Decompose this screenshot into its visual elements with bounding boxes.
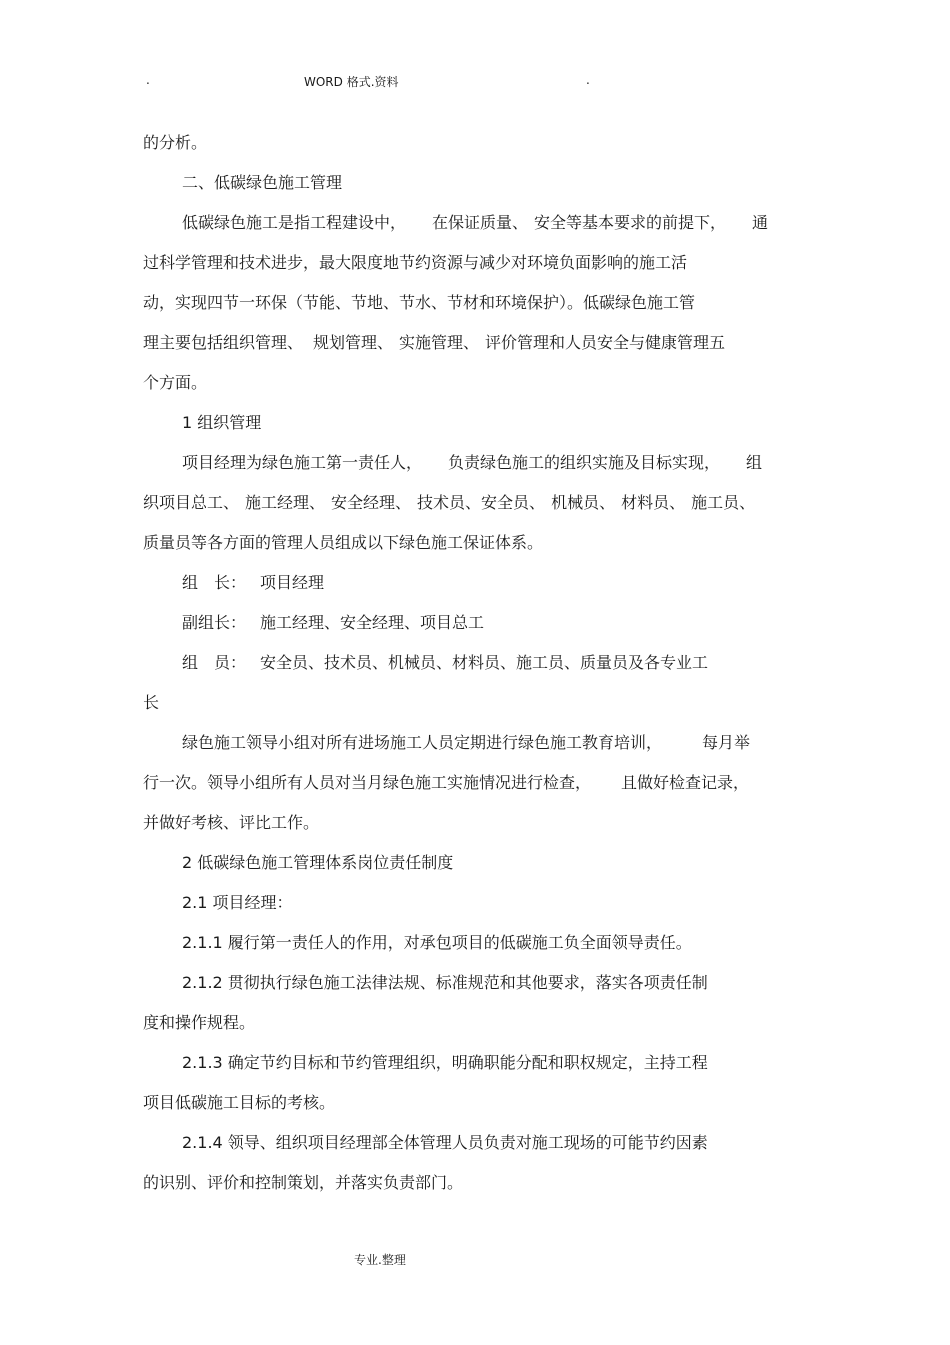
text-line: 的分析。 [143,133,208,152]
text-line: 组 员： 安全员、技术员、机械员、材料员、施工员、质量员及各专业工 [182,653,709,672]
footer-text: 专业.整理 [354,1253,406,1267]
text-line: 的识别、评价和控制策划，并落实负责部门。 [143,1173,464,1192]
header-dot-left: . [146,73,150,87]
section-heading: 二、低碳绿色施工管理 [182,173,343,192]
text-line: 质量员等各方面的管理人员组成以下绿色施工保证体系。 [143,533,544,552]
section-heading: 1 组织管理 [182,413,262,432]
text-line: 过科学管理和技术进步，最大限度地节约资源与减少对环境负面影响的施工活 [143,253,688,272]
text-line: 绿色施工领导小组对所有进场施工人员定期进行绿色施工教育培训， 每月举 [182,733,751,752]
text-line: 项目低碳施工目标的考核。 [143,1093,336,1112]
text-line: 低碳绿色施工是指工程建设中， 在保证质量、 安全等基本要求的前提下， 通 [182,213,769,232]
text-line: 副组长： 施工经理、安全经理、项目总工 [182,613,485,632]
header-title: WORD 格式.资料 [304,75,399,89]
subsection-heading: 2.1 项目经理： [182,893,293,912]
text-line: 织项目总工、 施工经理、 安全经理、 技术员、安全员、 机械员、 材料员、 施工员、 [143,493,756,512]
text-line: 2.1.2 贯彻执行绿色施工法律法规、标准规范和其他要求，落实各项责任制 [182,973,708,992]
text-line: 2.1.1 履行第一责任人的作用，对承包项目的低碳施工负全面领导责任。 [182,933,692,952]
text-line: 长 [143,693,160,712]
text-line: 个方面。 [143,373,208,392]
text-line: 项目经理为绿色施工第一责任人， 负责绿色施工的组织实施及目标实现， 组 [182,453,763,472]
text-line: 行一次。领导小组所有人员对当月绿色施工实施情况进行检查， 且做好检查记录， [143,773,750,792]
section-heading: 2 低碳绿色施工管理体系岗位责任制度 [182,853,454,872]
text-line: 并做好考核、评比工作。 [143,813,320,832]
text-line: 2.1.3 确定节约目标和节约管理组织，明确职能分配和职权规定，主持工程 [182,1053,708,1072]
text-line: 理主要包括组织管理、 规划管理、 实施管理、 评价管理和人员安全与健康管理五 [143,333,726,352]
text-line: 度和操作规程。 [143,1013,256,1032]
text-line: 2.1.4 领导、组织项目经理部全体管理人员负责对施工现场的可能节约因素 [182,1133,708,1152]
text-line: 组 长： 项目经理 [182,573,325,592]
header-dot-right: . [586,73,590,87]
text-line: 动，实现四节一环保（节能、节地、节水、节材和环境保护）。低碳绿色施工管 [143,293,696,312]
